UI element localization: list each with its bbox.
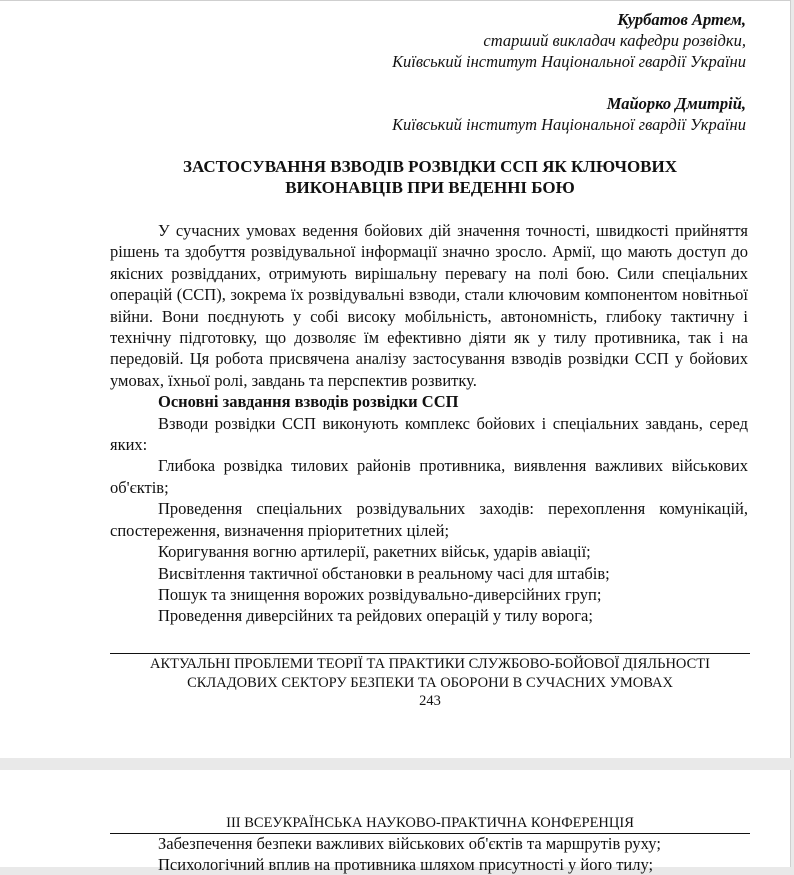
author-affiliation: Київський інститут Національної гвардії України (392, 52, 746, 71)
task-item: Висвітлення тактичної обстановки в реальному часі для штабів; (158, 563, 610, 583)
task-item: Психологічний вплив на противника шляхом присутності у його тилу; (158, 855, 654, 874)
task-item: Проведення спеціальних розвідувальних заходів: перехоплення комунікацій, спостереження, визначення пріоритетних цілей; (110, 499, 748, 540)
author-affiliation: Київський інститут Національної гвардії України (392, 115, 746, 134)
task-item: Проведення диверсійних та рейдових операцій у тилу ворога; (158, 606, 593, 626)
author-block-2 (392, 93, 746, 135)
tasks-intro-paragraph: Взводи розвідки ССП виконують комплекс бойових і спеціальних завдань, серед яких: (110, 413, 748, 455)
running-header: ІІІ ВСЕУКРАЇНСЬКА НАУКОВО-ПРАКТИЧНА КОНФЕРЕНЦІЯ (226, 815, 634, 831)
page-top-border (0, 0, 790, 1)
footer-line: СКЛАДОВИХ СЕКТОРУ БЕЗПЕКИ ТА ОБОРОНИ В СУЧАСНИХ УМОВАХ (187, 675, 673, 691)
section-heading: Основні завдання взводів розвідки ССП (158, 392, 459, 412)
intro-paragraph: У сучасних умовах ведення бойових дій значення точності, швидкості прийняття рішень та здобуття розвідувальної інформації значно зросло. Армії, що мають доступ до якісних розвідданих, отримують вирішальну перевагу на полі бою. Сили спеціальних операцій (ССП), зокрема їх розвідувальні взводи, стали ключовим компонентом новітньої війни. Вони поєднують у собі високу мобільність, автономність, глибоку тактичну і технічну підготовку, що дозволяє їм ефективно діяти як у тилу противника, так і на передовій. Ця робота присвячена аналізу застосування взводів розвідки ССП у бойових умовах, їхньої ролі, завдань та перспектив розвитку. (110, 221, 748, 390)
next-document-page (0, 770, 791, 874)
task-item: Коригування вогню артилерії, ракетних військ, ударів авіації; (158, 542, 591, 562)
title-line: ЗАСТОСУВАННЯ ВЗВОДІВ РОЗВІДКИ ССП ЯК КЛЮЧОВИХ (182, 157, 678, 176)
page-number: 243 (419, 693, 441, 709)
running-footer (110, 655, 750, 693)
author-name: Курбатов Артем, (617, 10, 746, 29)
next-page-body (110, 833, 748, 875)
task-item: Забезпечення безпеки важливих військових об'єктів та маршрутів руху; (158, 834, 661, 853)
author-name: Майорко Дмитрій, (606, 94, 746, 113)
footer-rule (110, 653, 750, 654)
author-position: старший викладач кафедри розвідки, (483, 31, 746, 50)
task-item: Глибока розвідка тилових районів противника, виявлення важливих військових об'єктів; (110, 456, 748, 497)
title-line: ВИКОНАВЦІВ ПРИ ВЕДЕННІ БОЮ (285, 178, 575, 197)
footer-line: АКТУАЛЬНІ ПРОБЛЕМИ ТЕОРІЇ ТА ПРАКТИКИ СЛУЖБОВО-БОЙОВОЇ ДІЯЛЬНОСТІ (150, 656, 710, 672)
article-body (110, 220, 748, 627)
author-block-1 (392, 9, 746, 72)
article-title (110, 156, 750, 198)
task-item: Пошук та знищення ворожих розвідувально-диверсійних груп; (158, 584, 602, 604)
